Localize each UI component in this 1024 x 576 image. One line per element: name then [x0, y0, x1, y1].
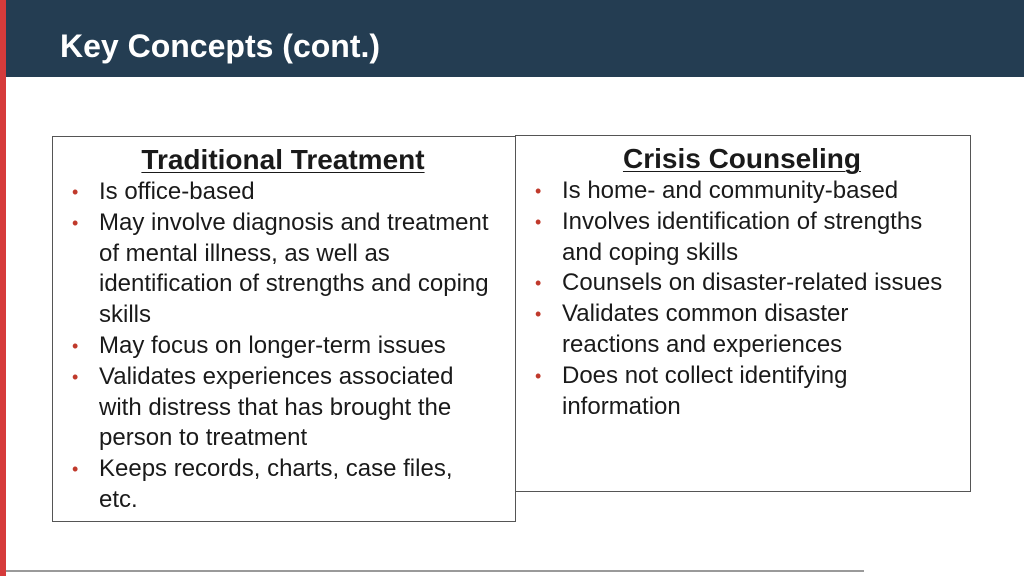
traditional-treatment-heading: Traditional Treatment [141, 144, 425, 175]
list-item-text: Is office-based [99, 178, 255, 205]
bullet-icon: • [535, 211, 542, 232]
list-item-text: May focus on longer-term issues [99, 331, 446, 359]
list-item [532, 176, 952, 207]
bullet-icon: • [72, 366, 79, 387]
list-item [69, 331, 497, 362]
list-item [69, 362, 497, 454]
slide-title: Key Concepts (cont.) [60, 28, 381, 64]
bullet-icon: • [535, 273, 542, 294]
bullet-icon: • [72, 212, 79, 233]
list-item-text: Counsels on disaster-related issues [562, 269, 943, 297]
crisis-counseling-box [515, 135, 971, 492]
bullet-icon: • [72, 335, 79, 356]
list-item-text: Keeps records, charts, case files, etc. [99, 455, 453, 513]
traditional-treatment-box [52, 136, 516, 522]
crisis-counseling-list [532, 176, 952, 422]
list-item-text: Does not collect identifying information [562, 361, 848, 420]
list-item [532, 361, 952, 423]
bullet-icon: • [72, 459, 79, 480]
traditional-treatment-list [69, 177, 497, 516]
bullet-icon: • [72, 182, 79, 202]
list-item [532, 268, 952, 299]
list-item [532, 207, 952, 269]
bottom-divider [6, 570, 864, 572]
list-item [69, 208, 497, 331]
left-accent-bar [0, 0, 6, 576]
list-item [69, 177, 497, 208]
bullet-icon: • [535, 181, 542, 201]
bullet-icon: • [535, 304, 542, 325]
list-item-text: Validates experiences associated with distress that has brought the person to treatment [99, 362, 454, 452]
list-item-text: Validates common disaster reactions and experiences [562, 300, 849, 358]
bullet-icon: • [535, 365, 542, 386]
list-item-text: May involve diagnosis and treatment of mental illness, as well as identification of strengths and coping skills [99, 208, 489, 329]
list-item-text: Is home- and community-based [562, 177, 899, 204]
list-item [69, 454, 497, 516]
list-item-text: Involves identification of strengths and coping skills [562, 207, 923, 266]
list-item [532, 299, 952, 361]
crisis-counseling-heading: Crisis Counseling [622, 143, 862, 174]
